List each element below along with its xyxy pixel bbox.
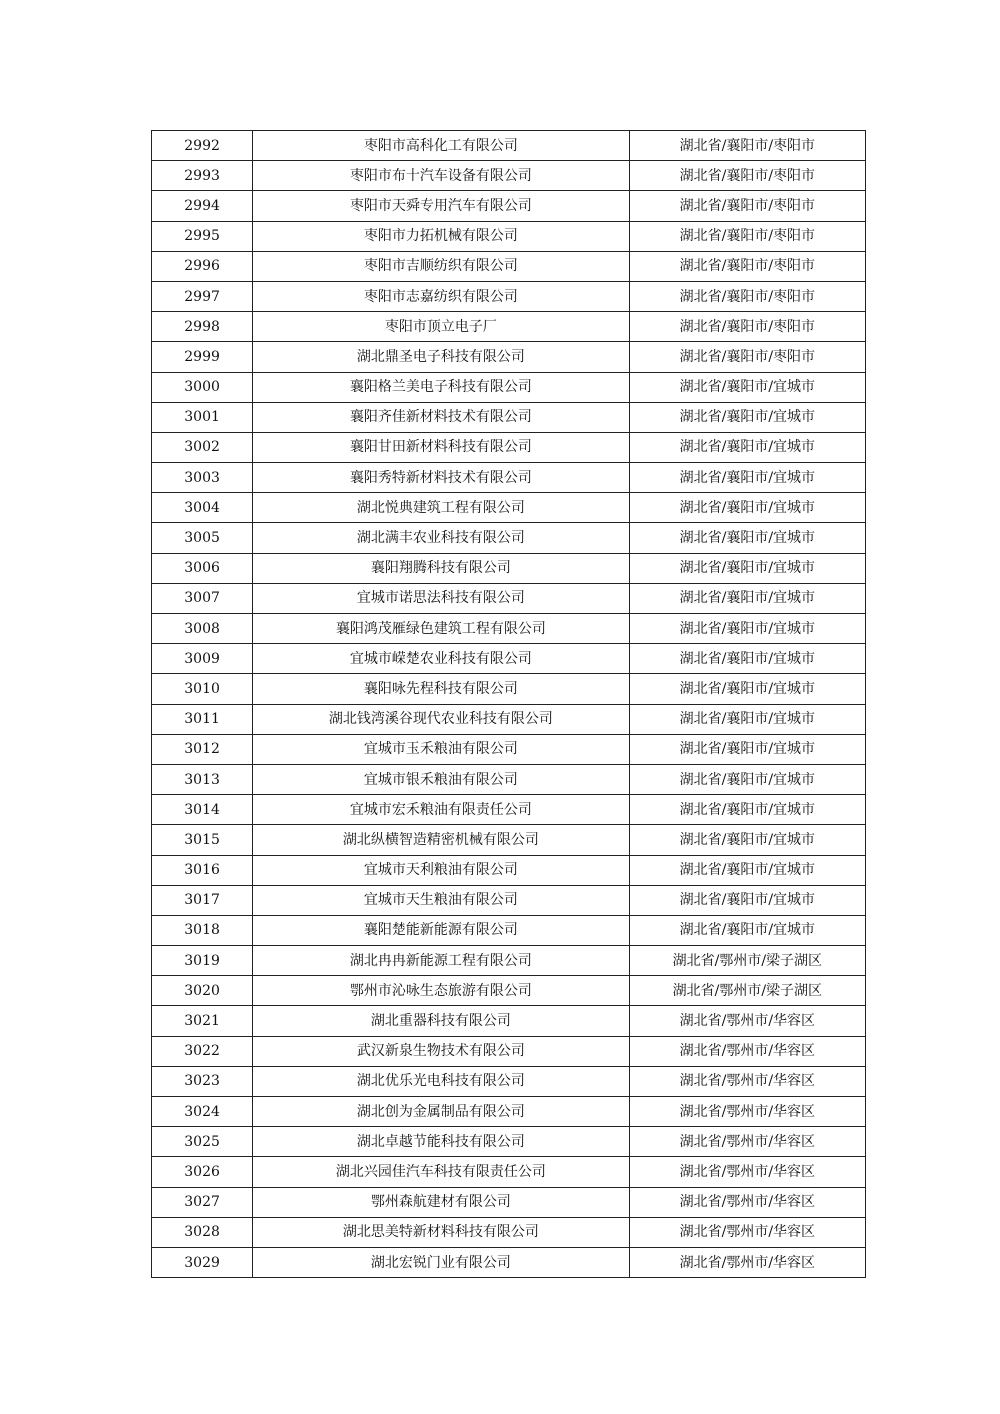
table-row (152, 553, 866, 583)
company-name-cell: 枣阳市吉顺纺织有限公司 (253, 251, 630, 281)
table-row (152, 312, 866, 342)
company-name-cell: 宜城市玉禾粮油有限公司 (253, 734, 630, 764)
company-name-cell: 宜城市天利粮油有限公司 (253, 855, 630, 885)
table-row (152, 946, 866, 976)
region-cell: 湖北省/襄阳市/宜城市 (629, 915, 865, 945)
table-row (152, 1127, 866, 1157)
region-cell: 湖北省/鄂州市/华容区 (629, 1217, 865, 1247)
row-number-cell: 3027 (152, 1187, 253, 1217)
row-number-cell: 3012 (152, 734, 253, 764)
region-cell: 湖北省/襄阳市/宜城市 (629, 614, 865, 644)
table-row (152, 281, 866, 311)
table-row (152, 342, 866, 372)
table-row (152, 583, 866, 613)
region-cell: 湖北省/襄阳市/枣阳市 (629, 131, 865, 161)
region-cell: 湖北省/襄阳市/宜城市 (629, 885, 865, 915)
company-name-cell: 湖北纵横智造精密机械有限公司 (253, 825, 630, 855)
company-name-cell: 湖北鼎圣电子科技有限公司 (253, 342, 630, 372)
table-row (152, 704, 866, 734)
company-name-cell: 襄阳咏先程科技有限公司 (253, 674, 630, 704)
table-row (152, 372, 866, 402)
row-number-cell: 2996 (152, 251, 253, 281)
table-row (152, 1036, 866, 1066)
company-name-cell: 枣阳市顶立电子厂 (253, 312, 630, 342)
region-cell: 湖北省/襄阳市/枣阳市 (629, 342, 865, 372)
company-name-cell: 宜城市嵘楚农业科技有限公司 (253, 644, 630, 674)
table-row (152, 795, 866, 825)
table-row (152, 432, 866, 462)
company-name-cell: 宜城市天生粮油有限公司 (253, 885, 630, 915)
table-row (152, 493, 866, 523)
row-number-cell: 3002 (152, 432, 253, 462)
region-cell: 湖北省/襄阳市/宜城市 (629, 523, 865, 553)
company-name-cell: 枣阳市天舜专用汽车有限公司 (253, 191, 630, 221)
company-name-cell: 湖北优乐光电科技有限公司 (253, 1066, 630, 1096)
row-number-cell: 3018 (152, 915, 253, 945)
region-cell: 湖北省/襄阳市/宜城市 (629, 402, 865, 432)
region-cell: 湖北省/鄂州市/华容区 (629, 1036, 865, 1066)
region-cell: 湖北省/鄂州市/华容区 (629, 1097, 865, 1127)
table-row (152, 1247, 866, 1277)
row-number-cell: 3023 (152, 1066, 253, 1096)
region-cell: 湖北省/鄂州市/华容区 (629, 1006, 865, 1036)
table-row (152, 915, 866, 945)
row-number-cell: 3026 (152, 1157, 253, 1187)
company-name-cell: 湖北思美特新材料科技有限公司 (253, 1217, 630, 1247)
region-cell: 湖北省/襄阳市/宜城市 (629, 704, 865, 734)
row-number-cell: 2997 (152, 281, 253, 311)
company-name-cell: 鄂州森航建材有限公司 (253, 1187, 630, 1217)
row-number-cell: 3008 (152, 614, 253, 644)
company-name-cell: 襄阳齐佳新材料技术有限公司 (253, 402, 630, 432)
table-row (152, 614, 866, 644)
company-name-cell: 湖北宏锐门业有限公司 (253, 1247, 630, 1277)
region-cell: 湖北省/鄂州市/华容区 (629, 1187, 865, 1217)
company-name-cell: 枣阳市布十汽车设备有限公司 (253, 161, 630, 191)
region-cell: 湖北省/襄阳市/宜城市 (629, 825, 865, 855)
region-cell: 湖北省/襄阳市/枣阳市 (629, 161, 865, 191)
region-cell: 湖北省/襄阳市/枣阳市 (629, 281, 865, 311)
region-cell: 湖北省/襄阳市/宜城市 (629, 795, 865, 825)
row-number-cell: 3006 (152, 553, 253, 583)
row-number-cell: 3022 (152, 1036, 253, 1066)
table-row (152, 1066, 866, 1096)
region-cell: 湖北省/襄阳市/宜城市 (629, 583, 865, 613)
region-cell: 湖北省/襄阳市/宜城市 (629, 432, 865, 462)
table-row (152, 674, 866, 704)
region-cell: 湖北省/鄂州市/华容区 (629, 1066, 865, 1096)
table-row (152, 523, 866, 553)
row-number-cell: 3021 (152, 1006, 253, 1036)
table-row (152, 131, 866, 161)
row-number-cell: 3003 (152, 463, 253, 493)
row-number-cell: 2992 (152, 131, 253, 161)
row-number-cell: 2995 (152, 221, 253, 251)
region-cell: 湖北省/襄阳市/宜城市 (629, 855, 865, 885)
row-number-cell: 3028 (152, 1217, 253, 1247)
table-row (152, 855, 866, 885)
region-cell: 湖北省/鄂州市/华容区 (629, 1247, 865, 1277)
row-number-cell: 3020 (152, 976, 253, 1006)
table-row (152, 1187, 866, 1217)
row-number-cell: 3005 (152, 523, 253, 553)
row-number-cell: 2993 (152, 161, 253, 191)
row-number-cell: 3014 (152, 795, 253, 825)
row-number-cell: 3013 (152, 764, 253, 794)
company-name-cell: 枣阳市高科化工有限公司 (253, 131, 630, 161)
company-name-cell: 枣阳市志嘉纺织有限公司 (253, 281, 630, 311)
table-row (152, 1097, 866, 1127)
row-number-cell: 2998 (152, 312, 253, 342)
company-name-cell: 襄阳格兰美电子科技有限公司 (253, 372, 630, 402)
company-name-cell: 湖北满丰农业科技有限公司 (253, 523, 630, 553)
company-name-cell: 湖北卓越节能科技有限公司 (253, 1127, 630, 1157)
row-number-cell: 3009 (152, 644, 253, 674)
table-row (152, 825, 866, 855)
region-cell: 湖北省/襄阳市/宜城市 (629, 463, 865, 493)
company-name-cell: 襄阳鸿茂雁绿色建筑工程有限公司 (253, 614, 630, 644)
table-row (152, 1006, 866, 1036)
table-row (152, 402, 866, 432)
row-number-cell: 3017 (152, 885, 253, 915)
row-number-cell: 3001 (152, 402, 253, 432)
region-cell: 湖北省/襄阳市/宜城市 (629, 764, 865, 794)
region-cell: 湖北省/襄阳市/枣阳市 (629, 251, 865, 281)
company-name-cell: 襄阳楚能新能源有限公司 (253, 915, 630, 945)
region-cell: 湖北省/襄阳市/宜城市 (629, 372, 865, 402)
region-cell: 湖北省/鄂州市/华容区 (629, 1127, 865, 1157)
table-row (152, 463, 866, 493)
table-row (152, 1157, 866, 1187)
company-name-cell: 湖北悦典建筑工程有限公司 (253, 493, 630, 523)
table-body (152, 131, 866, 1278)
table-row (152, 1217, 866, 1247)
table-row (152, 734, 866, 764)
company-name-cell: 宜城市银禾粮油有限公司 (253, 764, 630, 794)
company-name-cell: 湖北钱湾溪谷现代农业科技有限公司 (253, 704, 630, 734)
company-name-cell: 宜城市宏禾粮油有限责任公司 (253, 795, 630, 825)
row-number-cell: 3000 (152, 372, 253, 402)
company-list-table (151, 130, 866, 1278)
region-cell: 湖北省/襄阳市/宜城市 (629, 644, 865, 674)
row-number-cell: 3011 (152, 704, 253, 734)
row-number-cell: 3010 (152, 674, 253, 704)
row-number-cell: 3024 (152, 1097, 253, 1127)
company-name-cell: 武汉新泉生物技术有限公司 (253, 1036, 630, 1066)
region-cell: 湖北省/襄阳市/宜城市 (629, 674, 865, 704)
company-name-cell: 襄阳秀特新材料技术有限公司 (253, 463, 630, 493)
company-name-cell: 襄阳翔腾科技有限公司 (253, 553, 630, 583)
row-number-cell: 2994 (152, 191, 253, 221)
row-number-cell: 3029 (152, 1247, 253, 1277)
region-cell: 湖北省/鄂州市/梁子湖区 (629, 946, 865, 976)
company-name-cell: 襄阳甘田新材料科技有限公司 (253, 432, 630, 462)
table-row (152, 161, 866, 191)
table-row (152, 644, 866, 674)
table-row (152, 976, 866, 1006)
company-name-cell: 宜城市诺思法科技有限公司 (253, 583, 630, 613)
row-number-cell: 3004 (152, 493, 253, 523)
table-row (152, 251, 866, 281)
region-cell: 湖北省/鄂州市/梁子湖区 (629, 976, 865, 1006)
region-cell: 湖北省/襄阳市/宜城市 (629, 493, 865, 523)
region-cell: 湖北省/襄阳市/枣阳市 (629, 221, 865, 251)
table-row (152, 191, 866, 221)
table-row (152, 764, 866, 794)
region-cell: 湖北省/襄阳市/枣阳市 (629, 312, 865, 342)
company-name-cell: 湖北冉冉新能源工程有限公司 (253, 946, 630, 976)
company-name-cell: 枣阳市力拓机械有限公司 (253, 221, 630, 251)
company-name-cell: 湖北重器科技有限公司 (253, 1006, 630, 1036)
row-number-cell: 3007 (152, 583, 253, 613)
row-number-cell: 3016 (152, 855, 253, 885)
company-name-cell: 湖北兴园佳汽车科技有限责任公司 (253, 1157, 630, 1187)
row-number-cell: 3025 (152, 1127, 253, 1157)
row-number-cell: 3019 (152, 946, 253, 976)
row-number-cell: 2999 (152, 342, 253, 372)
region-cell: 湖北省/襄阳市/宜城市 (629, 553, 865, 583)
company-name-cell: 鄂州市沁咏生态旅游有限公司 (253, 976, 630, 1006)
table-row (152, 221, 866, 251)
region-cell: 湖北省/襄阳市/枣阳市 (629, 191, 865, 221)
table-row (152, 885, 866, 915)
region-cell: 湖北省/襄阳市/宜城市 (629, 734, 865, 764)
company-name-cell: 湖北创为金属制品有限公司 (253, 1097, 630, 1127)
region-cell: 湖北省/鄂州市/华容区 (629, 1157, 865, 1187)
row-number-cell: 3015 (152, 825, 253, 855)
